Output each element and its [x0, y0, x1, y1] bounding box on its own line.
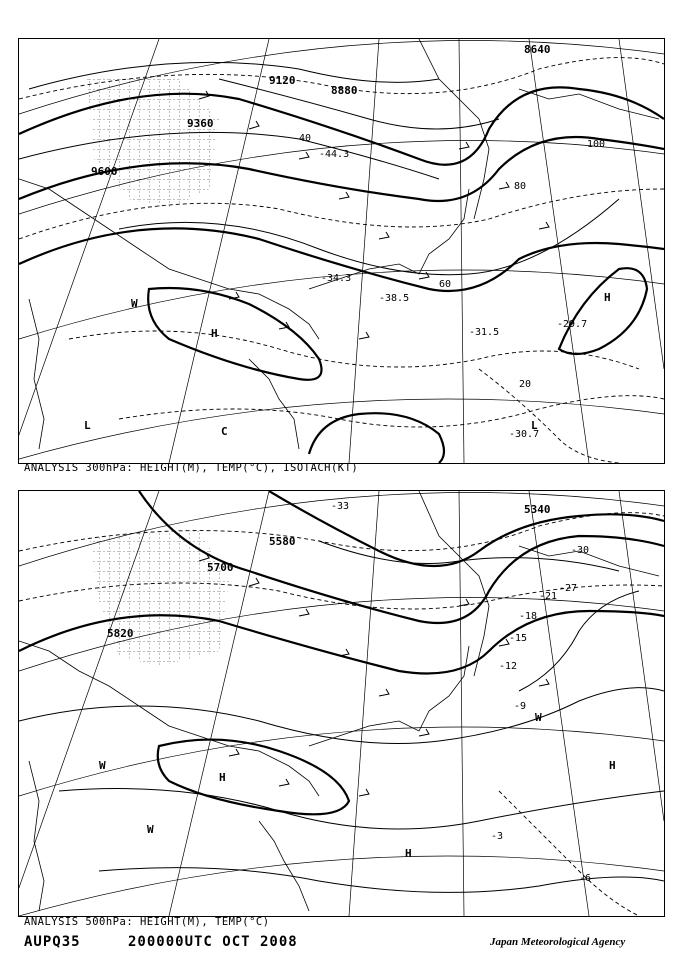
- temp-label-8: -6: [579, 873, 592, 884]
- temp-label-9: -3: [491, 831, 504, 842]
- height-label-2: 5820: [107, 627, 134, 640]
- height-label-2: 9600: [91, 165, 118, 178]
- temp-label-2: -31.5: [469, 327, 500, 338]
- caption-500hpa: ANALYSIS 500hPa: HEIGHT(M), TEMP(°C): [24, 916, 270, 928]
- system-label-0: H: [609, 759, 616, 772]
- height-label-4: 8640: [524, 43, 551, 56]
- system-label-3: W: [99, 759, 106, 772]
- system-label-2: H: [405, 847, 412, 860]
- temp-label-4: -18: [519, 611, 538, 622]
- system-label-1: H: [219, 771, 226, 784]
- height-label-1: 9360: [187, 117, 214, 130]
- analysis-datetime: 200000UTC OCT 2008: [128, 934, 298, 950]
- temp-label-0: -33: [331, 501, 350, 512]
- height-label-1: 5580: [269, 535, 296, 548]
- height-label-3: 5340: [524, 503, 551, 516]
- map-300hpa: [19, 39, 664, 463]
- temp-label-7: -9: [514, 701, 527, 712]
- wind-barbs: [199, 91, 549, 339]
- isotach-label-4: 20: [519, 379, 532, 390]
- temp-label-3: -44.3: [319, 149, 350, 160]
- bulletin-code: AUPQ35: [24, 934, 81, 950]
- system-label-5: W: [147, 823, 154, 836]
- chart-500hpa: [18, 490, 665, 917]
- system-label-2: L: [84, 419, 91, 432]
- temp-label-5: -30.7: [509, 429, 540, 440]
- isotach-label-3: 100: [587, 139, 606, 150]
- isotach-label-0: 40: [299, 133, 312, 144]
- temp-label-0: -29.7: [557, 319, 588, 330]
- cold-grid-area: [89, 531, 229, 666]
- system-label-4: W: [535, 711, 542, 724]
- chart-300hpa: [18, 38, 665, 464]
- isotach-label-1: 60: [439, 279, 452, 290]
- system-label-1: H: [211, 327, 218, 340]
- caption-300hpa: ANALYSIS 300hPa: HEIGHT(M), TEMP(°C), ISOTACH(KT): [24, 462, 359, 474]
- temp-label-1: -30: [571, 545, 590, 556]
- wind-barbs: [199, 553, 549, 796]
- temp-label-6: -12: [499, 661, 518, 672]
- agency-name: Japan Meteorological Agency: [490, 936, 626, 948]
- temp-label-2: -27: [559, 583, 578, 594]
- temp-label-3: -21: [539, 591, 558, 602]
- temp-label-4: -38.5: [379, 293, 410, 304]
- system-label-5: C: [221, 425, 228, 438]
- map-500hpa: [19, 491, 664, 916]
- height-label-0: 9120: [269, 74, 296, 87]
- temp-label-1: -34.3: [321, 273, 352, 284]
- system-label-0: H: [604, 291, 611, 304]
- temp-label-5: -15: [509, 633, 528, 644]
- system-label-3: L: [531, 419, 538, 432]
- isotach-label-2: 80: [514, 181, 527, 192]
- height-label-3: 8880: [331, 84, 358, 97]
- height-label-0: 5700: [207, 561, 234, 574]
- system-label-4: W: [131, 297, 138, 310]
